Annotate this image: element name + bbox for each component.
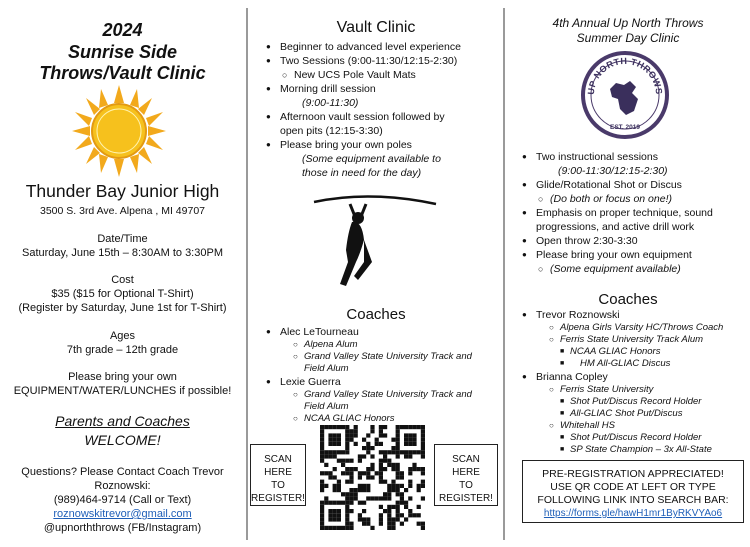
list-item: ■ HM All-GLIAC Discus bbox=[522, 358, 748, 370]
list-item: ● Please bring your own equipment bbox=[522, 248, 748, 262]
throws-title-line1: 4th Annual Up North Throws bbox=[552, 16, 704, 30]
list-item: ○ (Do both or focus on one!) bbox=[522, 192, 748, 206]
list-item: those in need for the day) bbox=[302, 167, 422, 179]
left-column bbox=[0, 0, 245, 547]
scan-text: REGISTER! bbox=[251, 493, 305, 504]
logo-text: UP NORTH THROWS bbox=[585, 55, 665, 96]
list-item: ■ SP State Champion – 3x All-State bbox=[522, 444, 748, 456]
up-north-throws-logo bbox=[580, 49, 670, 141]
questions-line2: Roznowski: bbox=[94, 480, 151, 492]
list-item: ○ (Some equipment available) bbox=[522, 262, 748, 276]
vault-details-list bbox=[266, 40, 502, 180]
list-item: (9:00-11:30/12:15-2:30) bbox=[558, 165, 668, 177]
throws-coaches-title: Coaches bbox=[598, 291, 658, 308]
throws-title-line2: Summer Day Clinic bbox=[576, 31, 680, 45]
scan-text: SCAN bbox=[452, 454, 480, 465]
list-item: ● Afternoon vault session followed by bbox=[266, 110, 502, 124]
vault-column bbox=[248, 0, 504, 547]
list-item: ○ Alpena Girls Varsity HC/Throws Coach bbox=[522, 322, 748, 334]
list-item: ■ Shot Put/Discus Record Holder bbox=[522, 432, 748, 444]
bring-line1: Please bring your own bbox=[68, 371, 177, 383]
list-item: ● Beginner to advanced level experience bbox=[266, 40, 502, 54]
list-item: (9:00-11:30) bbox=[302, 97, 359, 109]
ages-label: Ages bbox=[109, 330, 136, 342]
bring-line2: EQUIPMENT/WATER/LUNCHES if possible! bbox=[13, 385, 232, 397]
list-item: ● Lexie Guerra bbox=[266, 375, 502, 389]
throws-column bbox=[506, 0, 750, 547]
list-item: open pits (12:15-3:30) bbox=[280, 125, 383, 137]
list-item: ● Glide/Rotational Shot or Discus bbox=[522, 178, 748, 192]
questions-line1: Questions? Please Contact Coach Trevor bbox=[21, 466, 224, 478]
pre-registration-line2: USE QR CODE AT LEFT OR TYPE bbox=[550, 481, 716, 493]
list-item: Field Alum bbox=[304, 363, 349, 374]
list-item: ● Trevor Roznowski bbox=[522, 308, 748, 322]
scan-text: REGISTER! bbox=[439, 493, 493, 504]
list-item: ■ All-GLIAC Shot Put/Discus bbox=[522, 408, 748, 420]
ages-value: 7th grade – 12th grade bbox=[66, 344, 179, 356]
cost-line1: $35 ($15 for Optional T-Shirt) bbox=[51, 288, 194, 300]
social-handle: @upnorththrows (FB/Instagram) bbox=[43, 522, 202, 534]
vault-coaches-list bbox=[266, 325, 502, 425]
pre-registration-line3: FOLLOWING LINK INTO SEARCH BAR: bbox=[537, 494, 729, 506]
list-item: progressions, and active drill work bbox=[536, 221, 695, 233]
cost-label: Cost bbox=[111, 274, 134, 286]
list-item: ● Morning drill session bbox=[266, 82, 502, 96]
logo-est: EST. 2019 bbox=[610, 124, 640, 131]
scan-here-right bbox=[434, 444, 498, 506]
cost-line2: (Register by Saturday, June 1st for T-Shirt) bbox=[18, 302, 227, 314]
venue-name: Thunder Bay Junior High bbox=[25, 181, 220, 201]
list-item: ● Emphasis on proper technique, sound bbox=[522, 206, 748, 220]
list-item: ○ New UCS Pole Vault Mats bbox=[266, 68, 502, 82]
vault-coaches-title: Coaches bbox=[346, 306, 406, 323]
list-item: ● Please bring your own poles bbox=[266, 138, 502, 152]
date-label: Date/Time bbox=[97, 233, 148, 245]
list-item: Field Alum bbox=[304, 401, 349, 412]
sun-icon bbox=[72, 85, 166, 177]
date-value: Saturday, June 15th – 8:30AM to 3:30PM bbox=[22, 247, 223, 259]
pre-registration-line1: PRE-REGISTRATION APPRECIATED! bbox=[542, 468, 724, 480]
contact-email-link[interactable]: roznowskitrevor@gmail.com bbox=[53, 508, 192, 520]
pre-registration-box bbox=[522, 460, 744, 523]
list-item: ● Alec LeTourneau bbox=[266, 325, 502, 339]
list-item: ■ Shot Put/Discus Record Holder bbox=[522, 396, 748, 408]
scan-here-left bbox=[250, 444, 306, 506]
list-item: ○ Whitehall HS bbox=[522, 420, 748, 432]
list-item: ○ Alpena Alum bbox=[266, 339, 502, 351]
registration-qr-code[interactable] bbox=[320, 425, 428, 535]
flyer-title-line2: Throws/Vault Clinic bbox=[39, 63, 206, 83]
registration-form-link[interactable]: https://forms.gle/hawH1mr1ByRKVYAo6 bbox=[543, 508, 723, 519]
scan-text: HERE bbox=[452, 467, 480, 478]
welcome-line2: WELCOME! bbox=[84, 432, 161, 448]
list-item: ● Two Sessions (9:00-11:30/12:15-2:30) bbox=[266, 54, 502, 68]
list-item: (Some equipment available to bbox=[302, 153, 441, 165]
list-item: ● Open throw 2:30-3:30 bbox=[522, 234, 748, 248]
vault-title: Vault Clinic bbox=[336, 19, 416, 36]
list-item: ● Two instructional sessions bbox=[522, 150, 748, 164]
throws-details-list bbox=[522, 150, 748, 276]
throws-coaches-list bbox=[522, 308, 748, 456]
contact-phone: (989)464-9714 (Call or Text) bbox=[53, 494, 192, 506]
list-item: ○ Grand Valley State University Track and bbox=[266, 389, 502, 401]
scan-text: SCAN bbox=[264, 454, 292, 465]
list-item: ○ Ferris State University Track Alum bbox=[522, 334, 748, 346]
list-item: ○ Grand Valley State University Track and bbox=[266, 351, 502, 363]
venue-address: 3500 S. 3rd Ave. Alpena , MI 49707 bbox=[39, 205, 205, 217]
flyer-title-line1: Sunrise Side bbox=[67, 42, 178, 62]
scan-text: TO bbox=[271, 480, 285, 491]
list-item: ○ Ferris State University bbox=[522, 384, 748, 396]
scan-text: HERE bbox=[264, 467, 292, 478]
welcome-line1: Parents and Coaches bbox=[55, 413, 190, 429]
list-item: ■ NCAA GLIAC Honors bbox=[522, 346, 748, 358]
list-item: ○ NCAA GLIAC Honors bbox=[266, 413, 502, 425]
flyer-year: 2024 bbox=[102, 20, 143, 40]
pole-vaulter-icon bbox=[310, 192, 440, 302]
list-item: ● Brianna Copley bbox=[522, 370, 748, 384]
scan-text: TO bbox=[459, 480, 473, 491]
